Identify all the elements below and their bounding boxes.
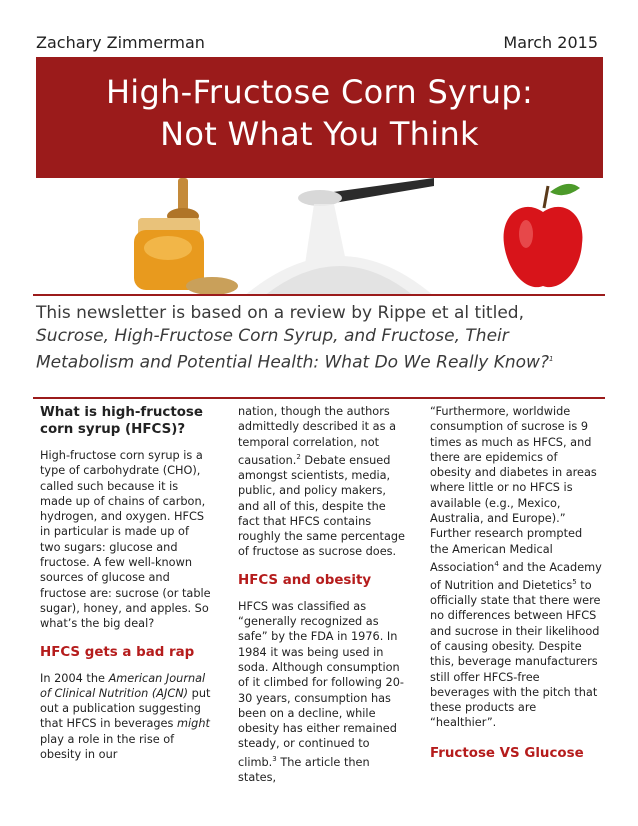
honey-jar-image xyxy=(130,178,240,296)
bad-rap-text-c: play a role in the rise of obesity in our xyxy=(40,732,175,762)
column-3 xyxy=(430,404,602,772)
apple-image xyxy=(498,178,588,296)
paragraph-quote xyxy=(430,404,602,731)
quote-text-a: “Furthermore, worldwide consumption of sucrose is 9 times as much as HFCS, and there are epidemics of obesity and diabetes in areas where little or no HFCS is available (e.g., Mexico, Australia, and Europe).” Further research prompted the American Medical Association xyxy=(430,405,597,574)
emphasis-might: might xyxy=(177,717,210,731)
column-1 xyxy=(40,404,212,770)
review-title: Sucrose, High-Fructose Corn Syrup, and Fructose, Their Metabolism and Potential Health: What Do We Really Know? xyxy=(36,326,549,373)
title-line-2: Not What You Think xyxy=(160,115,479,153)
issue-date: March 2015 xyxy=(503,33,598,52)
journal-name: American Journal of Clinical Nutrition (AJCN) xyxy=(40,671,206,700)
intro-lead: This newsletter is based on a review by Rippe et al titled, xyxy=(36,303,524,323)
title-banner xyxy=(36,57,603,178)
paragraph-hfcs-obesity xyxy=(238,599,410,785)
column-2 xyxy=(238,404,410,793)
heading-fructose-vs-glucose: Fructose VS Glucose xyxy=(430,745,584,761)
ref-2: 2 xyxy=(296,452,301,461)
ref-3: 3 xyxy=(272,754,277,763)
intro-top-rule xyxy=(33,294,605,296)
heading-bad-rap: HFCS gets a bad rap xyxy=(40,644,195,660)
title-line-1: High-Fructose Corn Syrup: xyxy=(105,73,534,111)
bad-rap-text-b: put out a publication suggesting that HFCS in beverages xyxy=(40,686,211,731)
author-name: Zachary Zimmerman xyxy=(36,33,205,52)
paragraph-what-is-hfcs: High-fructose corn syrup is a type of carbohydrate (CHO), called such because it is made up of chains of carbon, hydrogen, and oxygen. HFCS in particular is made up of two sugars: glucose and fructose. A few well-known sources of glucose and fructose are: sucrose (or table sugar), honey, and apples. So what’s the big deal? xyxy=(40,449,211,631)
paragraph-bad-rap xyxy=(40,671,212,763)
intro-bottom-rule xyxy=(33,397,605,399)
debate-text-a: nation, though the authors admittedly described it as a temporal correlation, not causation. xyxy=(238,405,396,467)
review-ref: 1 xyxy=(548,355,554,363)
image-strip xyxy=(36,176,603,296)
ref-4: 4 xyxy=(494,559,499,568)
debate-text-b: Debate ensued amongst scientists, media, public, and policy makers, and all of this, despite the fact that HFCS contains roughly the same percentage of fructose as sucrose does. xyxy=(238,453,406,559)
bad-rap-text-a: In 2004 the xyxy=(40,671,109,685)
ref-5: 5 xyxy=(572,578,577,587)
quote-text-c: to officially state that there were no differences between HFCS and sucrose in their likelihood of causing obesity. Despite this, beverage manufacturers still offer HFCS-free beverages with the pitch that these products are “healthier”. xyxy=(430,578,601,730)
sugar-pile-image xyxy=(244,176,434,296)
intro-text xyxy=(36,302,596,375)
heading-hfcs-obesity: HFCS and obesity xyxy=(238,572,372,588)
obesity-text-a: HFCS was classified as “generally recognized as safe” by the FDA in 1976. In 1984 it was being used in soda. Although consumption of it climbed for following 20-30 years, consumption has been on a decline, while obesity has either remained steady, or continued to climb. xyxy=(238,599,404,769)
paragraph-debate xyxy=(238,404,410,560)
obesity-text-b: The article then states, xyxy=(238,755,370,784)
heading-what-is-hfcs: What is high-fructose corn syrup (HFCS)? xyxy=(40,405,203,437)
quote-text-b: and the Academy of Nutrition and Dietetics xyxy=(430,560,602,592)
